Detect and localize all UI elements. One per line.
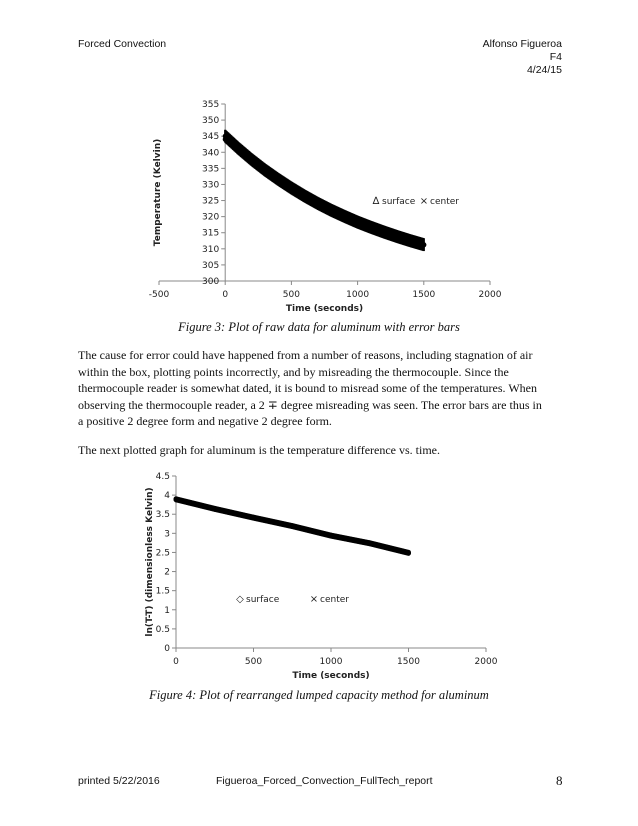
y-tick-label: 4.5 (155, 472, 170, 482)
series-1-point (315, 202, 320, 207)
series-1-point (262, 170, 267, 175)
legend-center-label: center (320, 595, 349, 605)
x-tick-label: 1000 (319, 657, 343, 667)
x-axis-title: Time (seconds) (292, 671, 370, 681)
series-1-point (382, 230, 387, 235)
footer-page-number: 8 (556, 773, 563, 788)
figure4-caption: Figure 4: Plot of rearranged lumped capacity method for aluminum (149, 688, 489, 702)
x-tick-label: 2000 (474, 657, 498, 667)
y-tick-label: 330 (202, 180, 220, 191)
x-axis-title: Time (seconds) (285, 304, 364, 314)
paragraph-line: The cause for error could have happened from a number of reasons, including stagnation of air (78, 348, 533, 362)
series-1-point (236, 149, 241, 154)
paragraph-line: thermocouple reader is somewhat dated, it is bound to misread some of the temperatures. When (78, 381, 537, 396)
series-1-point (368, 225, 373, 230)
series-1-point (355, 220, 360, 225)
y-tick-label: 1 (164, 605, 170, 616)
y-tick-label: 325 (202, 196, 220, 207)
y-tick-label: 1.5 (155, 586, 170, 597)
header-date: 4/24/15 (526, 64, 562, 76)
paragraph-error-discussion (78, 347, 564, 430)
x-tick-label: 0 (173, 657, 179, 667)
y-tick-label: 310 (202, 244, 220, 255)
legend-center-marker: × (309, 594, 319, 605)
y-tick-label: 355 (202, 100, 220, 110)
series-1-point (174, 497, 179, 502)
series-1-point (302, 195, 307, 200)
y-tick-label: 345 (202, 132, 220, 143)
y-tick-label: 350 (202, 116, 220, 127)
legend-surface-marker: ∆ (372, 196, 380, 207)
y-tick-label: 315 (202, 228, 220, 239)
series-1-point (223, 137, 228, 142)
figure3-chart (0, 90, 638, 320)
legend-center-marker: × (419, 196, 429, 207)
series-1-point (406, 551, 411, 556)
x-tick-label: 500 (282, 290, 300, 300)
series-1-point (329, 208, 334, 213)
series-1-point (367, 541, 372, 546)
series-1-point (408, 239, 413, 244)
legend-center-label: center (430, 197, 459, 207)
series-1-point (421, 242, 426, 247)
x-tick-label: 2000 (478, 290, 502, 300)
paragraph-line: observing the thermocouple reader, a 2 ∓ degree misreading was seen. The error bars are thus in (78, 397, 542, 412)
y-axis-title: Temperature (Kelvin) (153, 138, 163, 247)
x-tick-label: 1000 (346, 290, 370, 300)
series-1-point (290, 524, 295, 529)
y-tick-label: 340 (202, 148, 220, 159)
series-1-point (342, 214, 347, 219)
y-tick-label: 0.5 (155, 624, 170, 635)
legend-surface-label: surface (382, 197, 416, 207)
footer-filename: Figueroa_Forced_Convection_FullTech_report (216, 775, 433, 787)
y-axis-title: ln(T-T) (dimensionless Kelvin) (145, 487, 155, 637)
series-1-point (212, 507, 217, 512)
series-1-point (251, 516, 256, 521)
x-tick-label: 1500 (397, 657, 420, 667)
y-tick-label: 0 (164, 644, 170, 654)
y-tick-label: 2.5 (155, 548, 170, 559)
x-tick-label: 500 (244, 657, 263, 667)
legend-surface-marker: ◇ (236, 594, 244, 605)
paragraph-next-graph: The next plotted graph for aluminum is the temperature difference vs. time. (78, 443, 440, 457)
figure4-chart (0, 470, 638, 685)
header-author-block (483, 38, 562, 77)
y-tick-label: 3 (164, 529, 170, 540)
series-1-point (289, 187, 294, 192)
paragraph-line: a positive 2 degree form and negative 2 degree form. (78, 414, 332, 429)
y-tick-label: 320 (202, 212, 220, 223)
series-1-point (329, 534, 334, 539)
series-1-point (249, 160, 254, 165)
paragraph-line: within the box, plotting points incorrectly, and by misreading the thermocouple. Since the (78, 364, 509, 379)
header-section: F4 (549, 51, 562, 63)
series-1-point (276, 179, 281, 184)
x-tick-label: -500 (148, 290, 170, 300)
x-tick-label: 0 (222, 290, 229, 300)
footer-printed-date: printed 5/22/2016 (78, 775, 160, 787)
header-title: Forced Convection (78, 38, 167, 50)
y-tick-label: 300 (202, 277, 220, 287)
y-tick-label: 2 (164, 567, 170, 578)
series-1-point (415, 241, 420, 246)
y-tick-label: 4 (164, 491, 170, 502)
figure3-caption: Figure 3: Plot of raw data for aluminum with error bars (178, 320, 460, 334)
legend-surface-label: surface (246, 595, 280, 605)
y-tick-label: 3.5 (155, 510, 170, 521)
y-tick-label: 335 (202, 164, 220, 175)
data-marker-band (225, 130, 424, 251)
y-tick-label: 305 (202, 260, 220, 271)
header-author: Alfonso Figueroa (482, 38, 562, 50)
series-1-point (395, 234, 400, 239)
x-tick-label: 1500 (412, 290, 436, 300)
